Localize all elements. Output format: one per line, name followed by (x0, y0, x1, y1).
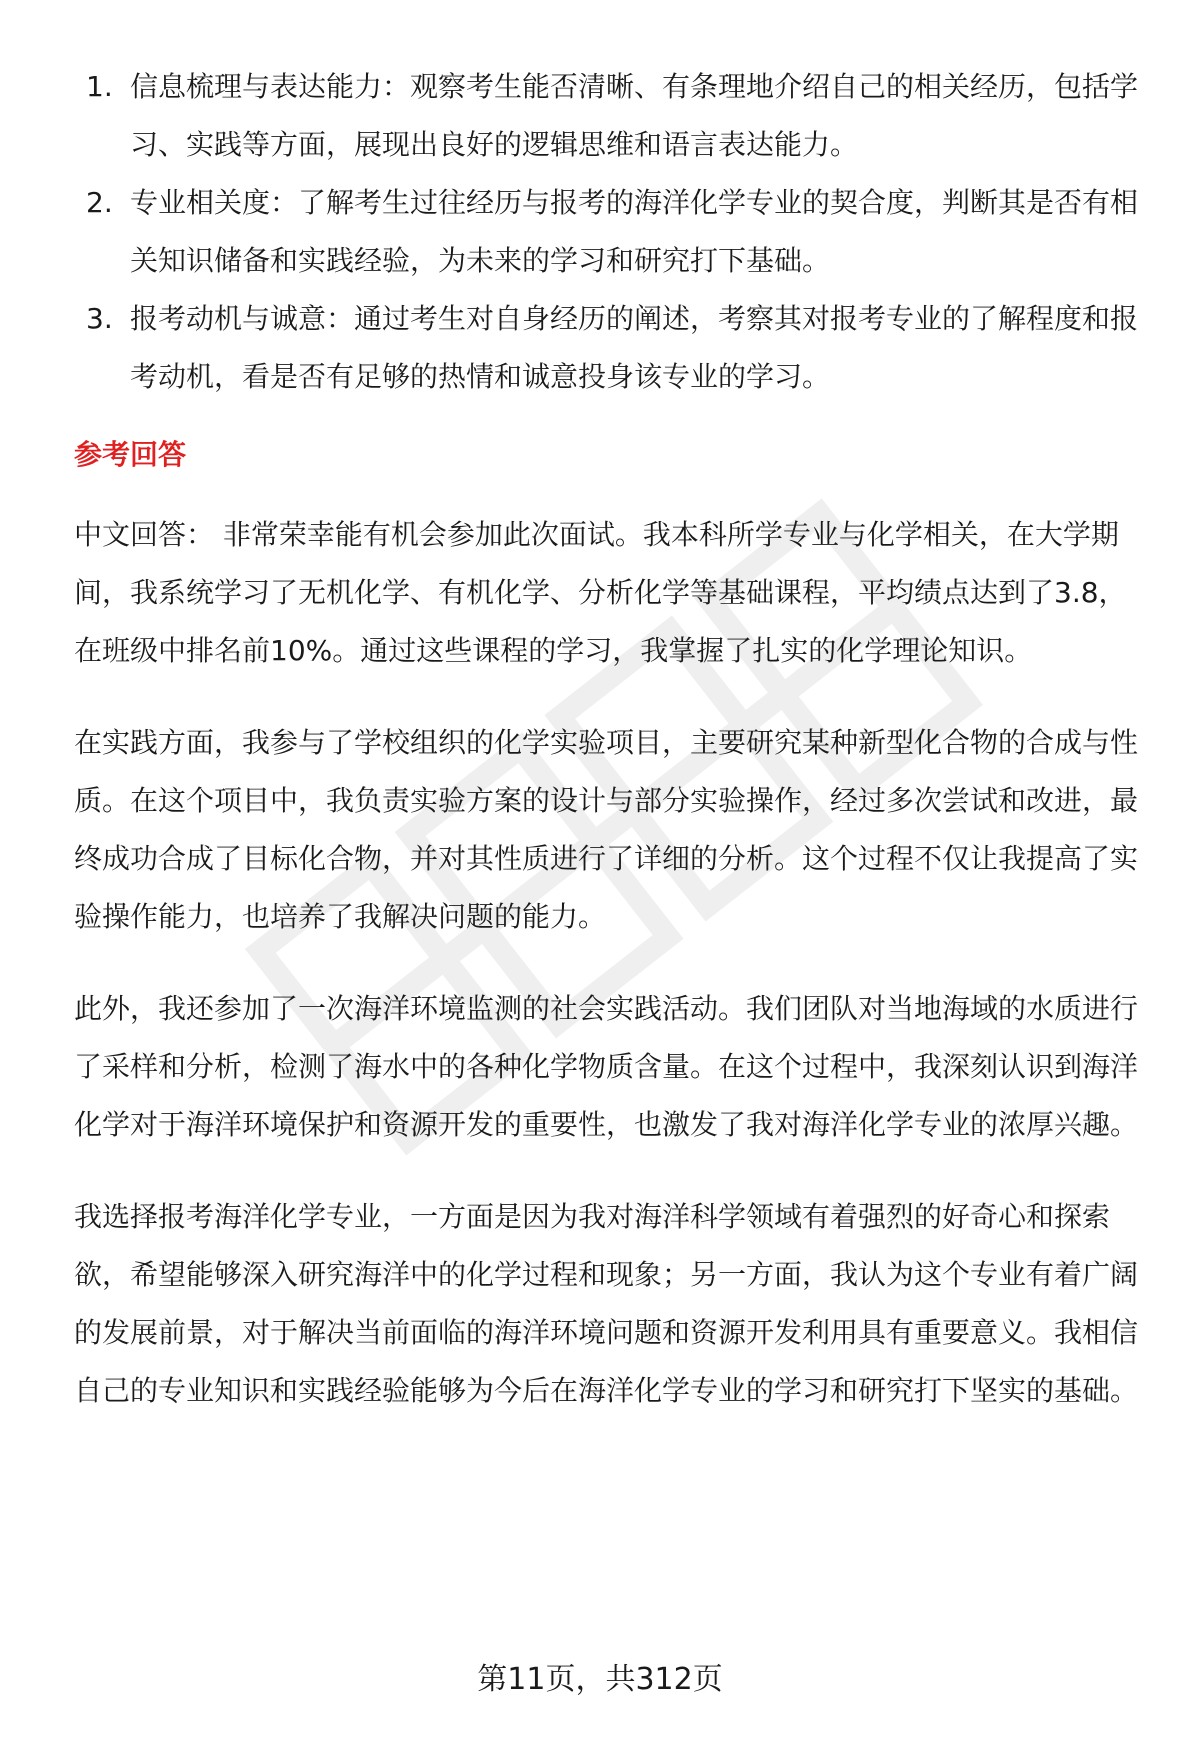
criteria-text: 报考动机与诚意：通过考生对自身经历的阐述，考察其对报考专业的了解程度和报考动机，看是否有足够的热情和诚意投身该专业的学习。 (130, 302, 1139, 393)
criteria-item-3 (74, 290, 1154, 406)
criteria-number: 1. (86, 70, 113, 103)
page-number: 第11页，共312页 (477, 1662, 723, 1697)
answer-paragraph-3: 此外，我还参加了一次海洋环境监测的社会实践活动。我们团队对当地海域的水质进行了采样和分析，检测了海水中的各种化学物质含量。在这个过程中，我深刻认识到海洋化学对于海洋环境保护和资源开发的重要性，也激发了我对海洋化学专业的浓厚兴趣。 (74, 992, 1139, 1141)
page-content (74, 58, 1154, 1454)
criteria-item-2 (74, 174, 1154, 290)
evaluation-criteria-list (74, 58, 1154, 406)
answer-paragraph-1: 中文回答： 非常荣幸能有机会参加此次面试。我本科所学专业与化学相关，在大学期间，我系统学习了无机化学、有机化学、分析化学等基础课程，平均绩点达到了3.8，在班级中排名前10%。通过这些课程的学习，我掌握了扎实的化学理论知识。 (74, 518, 1127, 667)
criteria-number: 3. (86, 302, 113, 335)
criteria-item-1 (74, 58, 1154, 174)
answer-paragraph-2: 在实践方面，我参与了学校组织的化学实验项目，主要研究某种新型化合物的合成与性质。在这个项目中，我负责实验方案的设计与部分实验操作，经过多次尝试和改进，最终成功合成了目标化合物，并对其性质进行了详细的分析。这个过程不仅让我提高了实验操作能力，也培养了我解决问题的能力。 (74, 726, 1139, 933)
reference-answer-heading: 参考回答 (74, 438, 187, 471)
criteria-text: 信息梳理与表达能力：观察考生能否清晰、有条理地介绍自己的相关经历，包括学习、实践等方面，展现出良好的逻辑思维和语言表达能力。 (130, 70, 1139, 161)
criteria-number: 2. (86, 186, 113, 219)
criteria-text: 专业相关度：了解考生过往经历与报考的海洋化学专业的契合度，判断其是否有相关知识储备和实践经验，为未来的学习和研究打下基础。 (130, 186, 1139, 277)
answer-paragraph-4: 我选择报考海洋化学专业，一方面是因为我对海洋科学领域有着强烈的好奇心和探索欲，希望能够深入研究海洋中的化学过程和现象；另一方面，我认为这个专业有着广阔的发展前景，对于解决当前面临的海洋环境问题和资源开发利用具有重要意义。我相信自己的专业知识和实践经验能够为今后在海洋化学专业的学习和研究打下坚实的基础。 (74, 1200, 1139, 1407)
